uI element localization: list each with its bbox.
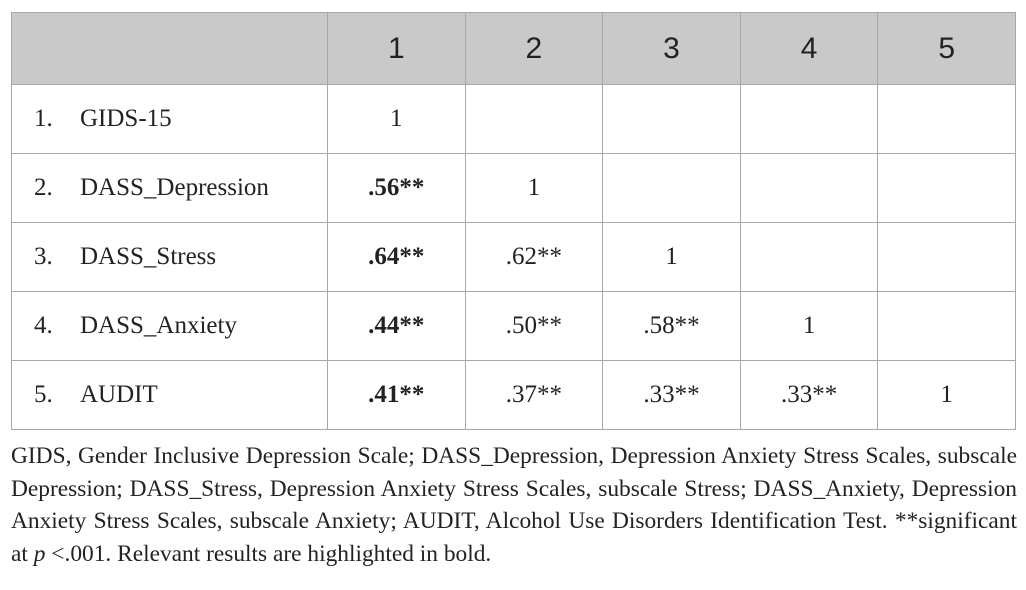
row-variable-name: AUDIT — [80, 381, 158, 408]
table-row — [12, 154, 1016, 223]
header-cell-blank — [12, 13, 328, 85]
correlation-cell — [878, 154, 1016, 223]
header-cell-2: 2 — [465, 13, 603, 85]
header-row — [12, 13, 1016, 85]
row-label-cell — [12, 85, 328, 154]
correlation-cell — [740, 223, 878, 292]
correlation-cell: .33** — [603, 361, 741, 430]
correlation-cell: .50** — [465, 292, 603, 361]
footnote-text-2: <.001. Relevant results are highlighted in bold. — [45, 540, 492, 567]
row-variable-name: DASS_Depression — [80, 174, 269, 201]
correlation-cell: .37** — [465, 361, 603, 430]
row-number: 5. — [34, 381, 53, 408]
row-number: 1. — [34, 105, 53, 132]
correlation-cell: .64** — [328, 223, 466, 292]
row-label-cell — [12, 223, 328, 292]
row-label-cell — [12, 154, 328, 223]
header-cell-3: 3 — [603, 13, 741, 85]
row-variable-name: DASS_Anxiety — [80, 312, 237, 339]
correlation-cell — [740, 154, 878, 223]
correlation-table-container — [11, 12, 1015, 430]
correlation-cell — [603, 154, 741, 223]
correlation-cell — [878, 292, 1016, 361]
table-row — [12, 85, 1016, 154]
correlation-cell: 1 — [603, 223, 741, 292]
correlation-cell: .33** — [740, 361, 878, 430]
correlation-cell: .56** — [328, 154, 466, 223]
correlation-cell — [740, 85, 878, 154]
table-row — [12, 292, 1016, 361]
correlation-cell — [465, 85, 603, 154]
row-variable-name: GIDS-15 — [80, 105, 172, 132]
table-row — [12, 223, 1016, 292]
table-row — [12, 361, 1016, 430]
correlation-cell — [603, 85, 741, 154]
correlation-cell: 1 — [328, 85, 466, 154]
header-cell-1: 1 — [328, 13, 466, 85]
table-body — [12, 85, 1016, 430]
correlation-cell — [878, 85, 1016, 154]
correlation-cell: .58** — [603, 292, 741, 361]
correlation-cell: 1 — [878, 361, 1016, 430]
correlation-cell: 1 — [740, 292, 878, 361]
footnote-text-1: GIDS, Gender Inclusive Depression Scale; DASS_Depression, Depression Anxiety Stress Scales, subscale Depression; DASS_Stress, Depression Anxiety Stress Scales, subscale Stress; DASS_Anxiety, Depression Anxiety Stress Scales, subscale Anxiety; AUDIT, Alcohol Use Disorders Identification Test. **significant at — [11, 443, 1017, 567]
header-cell-4: 4 — [740, 13, 878, 85]
row-number: 4. — [34, 312, 53, 339]
correlation-cell: .41** — [328, 361, 466, 430]
correlation-cell: 1 — [465, 154, 603, 223]
correlation-table — [11, 12, 1016, 430]
correlation-cell: .44** — [328, 292, 466, 361]
table-footnote — [11, 440, 1017, 570]
row-variable-name: DASS_Stress — [80, 243, 217, 270]
row-number: 2. — [34, 174, 53, 201]
header-cell-5: 5 — [878, 13, 1016, 85]
footnote-p-symbol: p — [33, 540, 46, 567]
correlation-cell: .62** — [465, 223, 603, 292]
row-label-cell — [12, 361, 328, 430]
row-number: 3. — [34, 243, 53, 270]
row-label-cell — [12, 292, 328, 361]
table-header — [12, 13, 1016, 85]
correlation-cell — [878, 223, 1016, 292]
